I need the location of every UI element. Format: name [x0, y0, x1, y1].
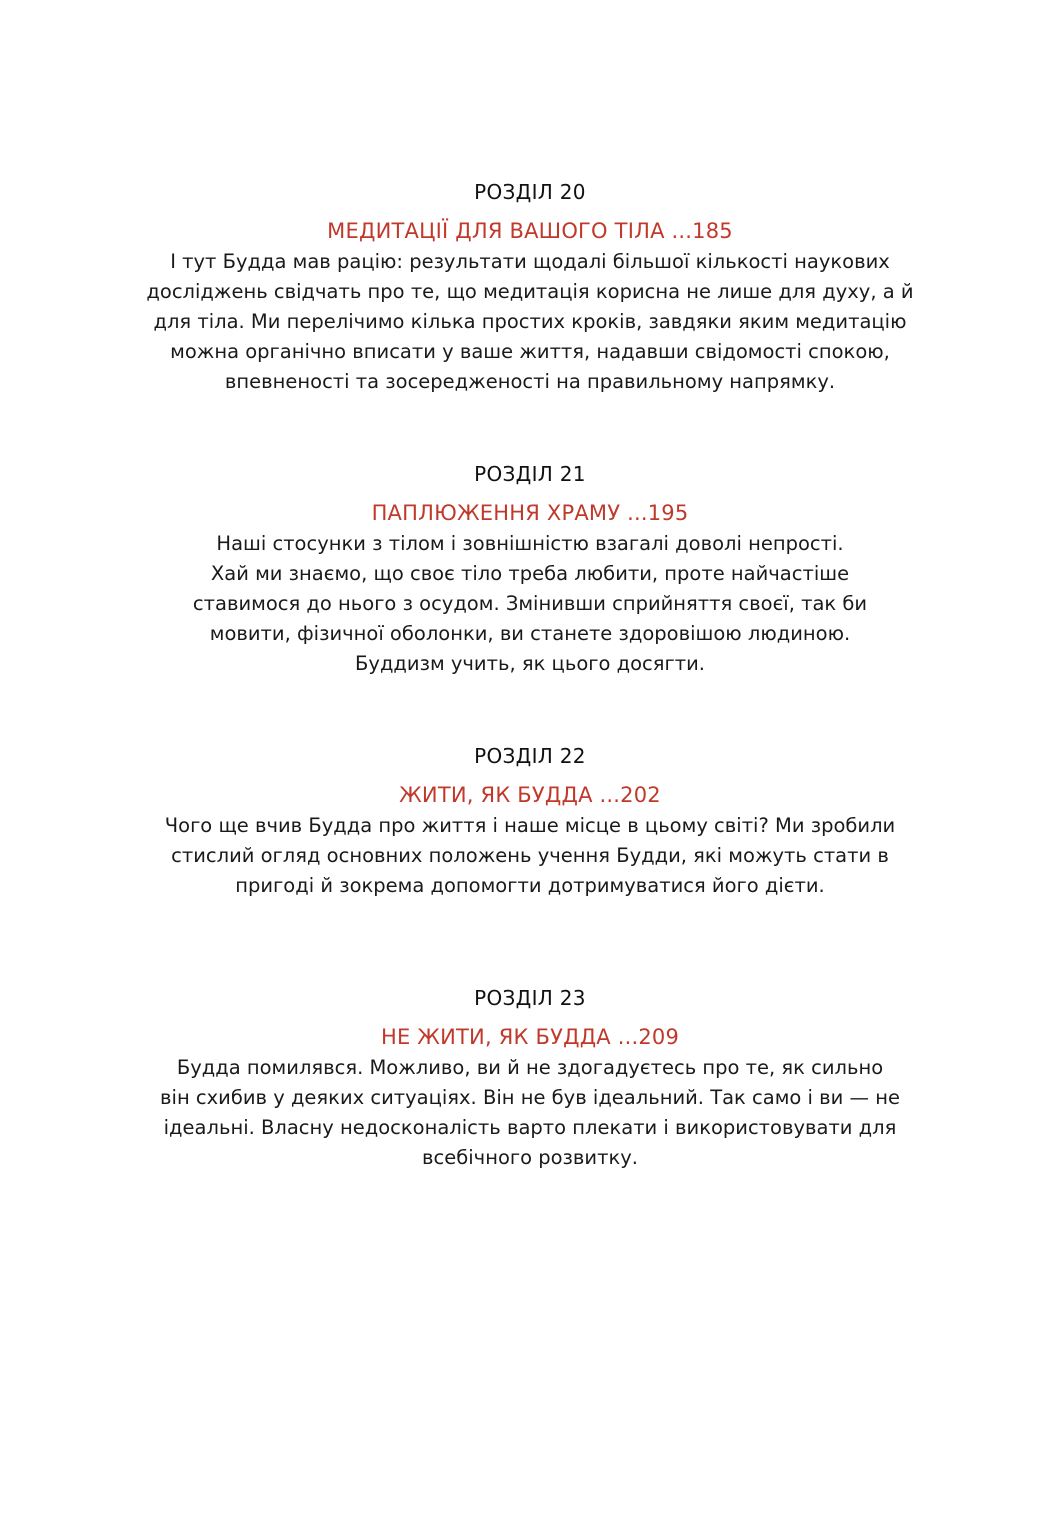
description-line: досліджень свідчать про те, що медитація корисна не лише для духу, а й [146, 280, 914, 303]
description-line: стислий огляд основних положень учення Будди, які можуть стати в [171, 844, 889, 867]
chapter-title-link[interactable]: НЕ ЖИТИ, ЯК БУДДА ...209 [380, 1025, 680, 1049]
description-line: ідеальні. Власну недосконалість варто плекати і використовувати для [163, 1116, 897, 1139]
chapter-title-link[interactable]: ЖИТИ, ЯК БУДДА ...202 [399, 783, 661, 807]
description-line: І тут Будда мав рацію: результати щодалі більшої кількості наукових [170, 250, 890, 273]
chapter-description [80, 811, 980, 901]
description-line: Наші стосунки з тілом і зовнішністю взагалі доволі непрості. [216, 532, 844, 555]
chapter-title-link[interactable]: МЕДИТАЦІЇ ДЛЯ ВАШОГО ТІЛА ...185 [327, 219, 733, 243]
chapter-21-entry [80, 462, 980, 679]
description-line: пригоді й зокрема допомогти дотримуватися його дієти. [235, 874, 825, 897]
description-line: Чого ще вчив Будда про життя і наше місце в цьому світі? Ми зробили [164, 814, 896, 837]
chapter-number-label: РОЗДІЛ 20 [474, 180, 586, 204]
description-line: Хай ми знаємо, що своє тіло треба любити, проте найчастіше [210, 562, 850, 585]
description-line: Будда помилявся. Можливо, ви й не здогадуєтесь про те, як сильно [176, 1056, 884, 1079]
chapter-23-entry [80, 986, 980, 1173]
description-line: ставимося до нього з осудом. Змінивши сприйняття своєї, так би [192, 592, 868, 615]
chapter-number-label: РОЗДІЛ 23 [474, 986, 586, 1010]
chapter-description [80, 1053, 980, 1173]
description-line: можна органічно вписати у ваше життя, надавши свідомості спокою, [170, 340, 890, 363]
chapter-number-label: РОЗДІЛ 21 [474, 462, 586, 486]
chapter-title-link[interactable]: ПАПЛЮЖЕННЯ ХРАМУ ...195 [371, 501, 689, 525]
description-line: всебічного розвитку. [422, 1146, 638, 1169]
chapter-number-label: РОЗДІЛ 22 [474, 744, 586, 768]
description-line: впевненості та зосередженості на правильному напрямку. [224, 370, 836, 393]
description-line: Буддизм учить, як цього досягти. [355, 652, 705, 675]
chapter-description [80, 247, 980, 397]
description-line: мовити, фізичної оболонки, ви станете здоровішою людиною. [209, 622, 851, 645]
chapter-20-entry [80, 180, 980, 397]
chapter-description [80, 529, 980, 679]
description-line: для тіла. Ми перелічимо кілька простих кроків, завдяки яким медитацію [153, 310, 907, 333]
chapter-22-entry [80, 744, 980, 901]
description-line: він схибив у деяких ситуаціях. Він не був ідеальний. Так само і ви — не [160, 1086, 900, 1109]
